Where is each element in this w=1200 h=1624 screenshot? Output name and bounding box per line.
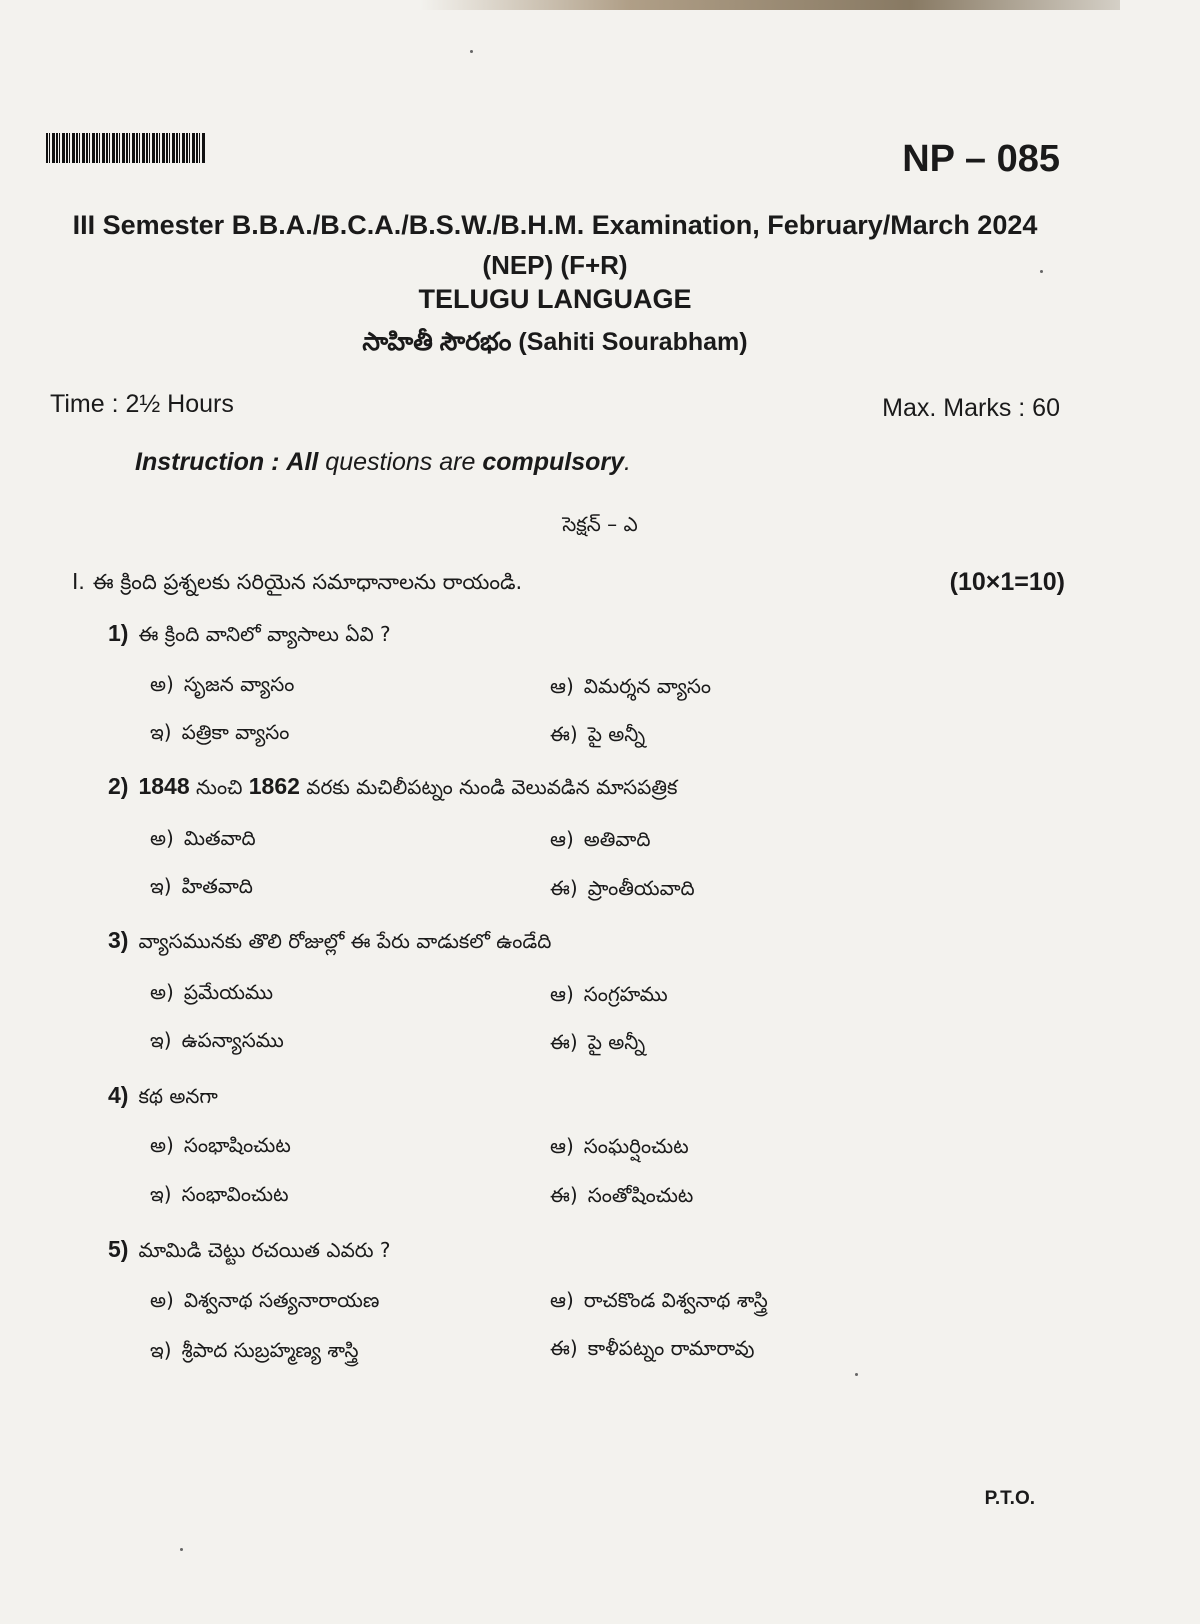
option-text: ప్రాంతీయవాది	[587, 876, 695, 900]
instruction-all: All	[286, 448, 319, 476]
question-number: 3)	[108, 927, 129, 953]
option	[150, 1028, 284, 1057]
option-label: అ)	[150, 1288, 174, 1312]
option-label: అ)	[150, 1133, 174, 1157]
option	[150, 1288, 379, 1317]
option-text: మితవాది	[183, 826, 256, 850]
option-text: సంగ్రహము	[583, 982, 668, 1006]
paper-code: NP – 085	[902, 138, 1060, 180]
option	[150, 720, 289, 749]
option	[550, 1183, 693, 1212]
option-text: సంభావించుట	[181, 1182, 289, 1206]
option-label: ఈ)	[550, 876, 578, 900]
question-text: కథ అనగా	[138, 1084, 218, 1108]
scan-speck	[470, 50, 473, 53]
option	[550, 1288, 768, 1317]
option	[550, 982, 668, 1011]
option	[550, 827, 651, 856]
question-1	[108, 620, 391, 651]
instruction-dot: .	[624, 448, 631, 476]
option-text: శ్రీపాద సుబ్రహ్మణ్య శాస్త్రి	[181, 1338, 359, 1362]
subject-title: TELUGU LANGUAGE	[418, 284, 692, 314]
exam-title: III Semester B.B.A./B.C.A./B.S.W./B.H.M. Examination, February/March 2024	[72, 210, 1038, 240]
option-text: రాచకొండ విశ్వనాథ శాస్త్రి	[583, 1288, 768, 1312]
option	[150, 1133, 291, 1162]
option-label: ఈ)	[550, 1336, 578, 1360]
question-text: వ్యాసమునకు తొలి రోజుల్లో ఈ పేరు వాడుకలో ఉండేది	[138, 929, 552, 953]
instruction-mid: questions are	[318, 448, 483, 476]
question-4	[108, 1082, 218, 1113]
question-number: 1)	[108, 620, 129, 646]
option	[150, 672, 294, 701]
question-year-start: 1848	[138, 773, 190, 799]
option-label: ఇ)	[150, 720, 172, 744]
question-text: మామిడి చెట్టు రచయిత ఎవరు ?	[138, 1238, 391, 1262]
question-text: ఈ క్రింది వానిలో వ్యాసాలు ఏవి ?	[138, 622, 391, 646]
option-label: ఈ)	[550, 1183, 578, 1207]
option-text: సంతోషించుట	[587, 1183, 694, 1207]
option-label: ఆ)	[550, 1288, 574, 1312]
part-text: ఈ క్రింది ప్రశ్నలకు సరియైన సమాధానాలను రాయండి.	[92, 570, 523, 594]
option-label: అ)	[150, 672, 174, 696]
question-5	[108, 1236, 391, 1267]
option-label: ఆ)	[550, 674, 574, 698]
question-year-end: 1862	[248, 773, 300, 799]
option-label: అ)	[150, 980, 174, 1004]
scan-speck	[855, 1373, 858, 1376]
option-text: పై అన్నీ	[587, 1030, 646, 1054]
question-text-part: వరకు మచిలీపట్నం నుండి వెలువడిన మాసపత్రిక	[299, 775, 678, 799]
option	[550, 674, 711, 703]
option-text: సంఘర్షించుట	[583, 1134, 689, 1158]
option	[150, 874, 253, 903]
option-text: ప్రమేయము	[183, 980, 273, 1004]
part-heading	[72, 568, 522, 600]
part-marks: (10×1=10)	[949, 568, 1065, 596]
question-text-part: నుంచి	[189, 775, 249, 799]
option	[550, 1134, 689, 1163]
option-label: ఇ)	[150, 874, 172, 898]
option-text: సృజన వ్యాసం	[183, 672, 295, 696]
option-text: అతివాది	[583, 827, 651, 851]
question-number: 5)	[108, 1236, 129, 1262]
option-text: పత్రికా వ్యాసం	[181, 720, 290, 744]
option-text: విమర్శన వ్యాసం	[583, 674, 712, 698]
option-text: కాళీపట్నం రామారావు	[587, 1336, 755, 1360]
time-allowed: Time : 2½ Hours	[50, 390, 234, 418]
question-3	[108, 927, 551, 958]
option	[150, 826, 256, 855]
option-label: ఆ)	[550, 982, 574, 1006]
option-label: అ)	[150, 826, 174, 850]
scan-speck	[1040, 270, 1043, 273]
scan-edge-smudge	[420, 0, 1120, 10]
question-number: 2)	[108, 773, 129, 799]
option-label: ఈ)	[550, 722, 578, 746]
option-label: ఈ)	[550, 1030, 578, 1054]
paper-subtitle: సాహితీ సౌరభం (Sahiti Sourabham)	[362, 328, 748, 356]
option-label: ఆ)	[550, 1134, 574, 1158]
option-text: ఉపన్యాసము	[181, 1028, 284, 1052]
question-number: 4)	[108, 1082, 129, 1108]
option-label: ఇ)	[150, 1182, 172, 1206]
instruction	[135, 448, 631, 477]
option-text: సంభాషించుట	[183, 1133, 291, 1157]
exam-scheme: (NEP) (F+R)	[482, 250, 628, 280]
question-2	[108, 773, 677, 804]
option	[550, 876, 695, 905]
option	[550, 722, 645, 751]
instruction-end: compulsory	[482, 448, 625, 476]
option-label: ఇ)	[150, 1028, 172, 1052]
option-label: ఇ)	[150, 1338, 172, 1362]
barcode-image	[46, 133, 206, 163]
option	[150, 980, 273, 1009]
scan-speck	[180, 1548, 183, 1551]
section-title: సెక్షన్ – ఎ	[562, 512, 638, 536]
part-number: I.	[72, 568, 85, 594]
option	[550, 1030, 645, 1059]
max-marks: Max. Marks : 60	[882, 394, 1060, 422]
option-text: విశ్వనాథ సత్యనారాయణ	[183, 1288, 380, 1312]
option	[550, 1336, 754, 1365]
instruction-label: Instruction :	[135, 448, 280, 476]
option-text: హితవాది	[181, 874, 253, 898]
option	[150, 1338, 359, 1367]
option-text: పై అన్నీ	[587, 722, 646, 746]
page-turn-over: P.T.O.	[984, 1488, 1035, 1509]
option-label: ఆ)	[550, 827, 574, 851]
option	[150, 1182, 289, 1211]
